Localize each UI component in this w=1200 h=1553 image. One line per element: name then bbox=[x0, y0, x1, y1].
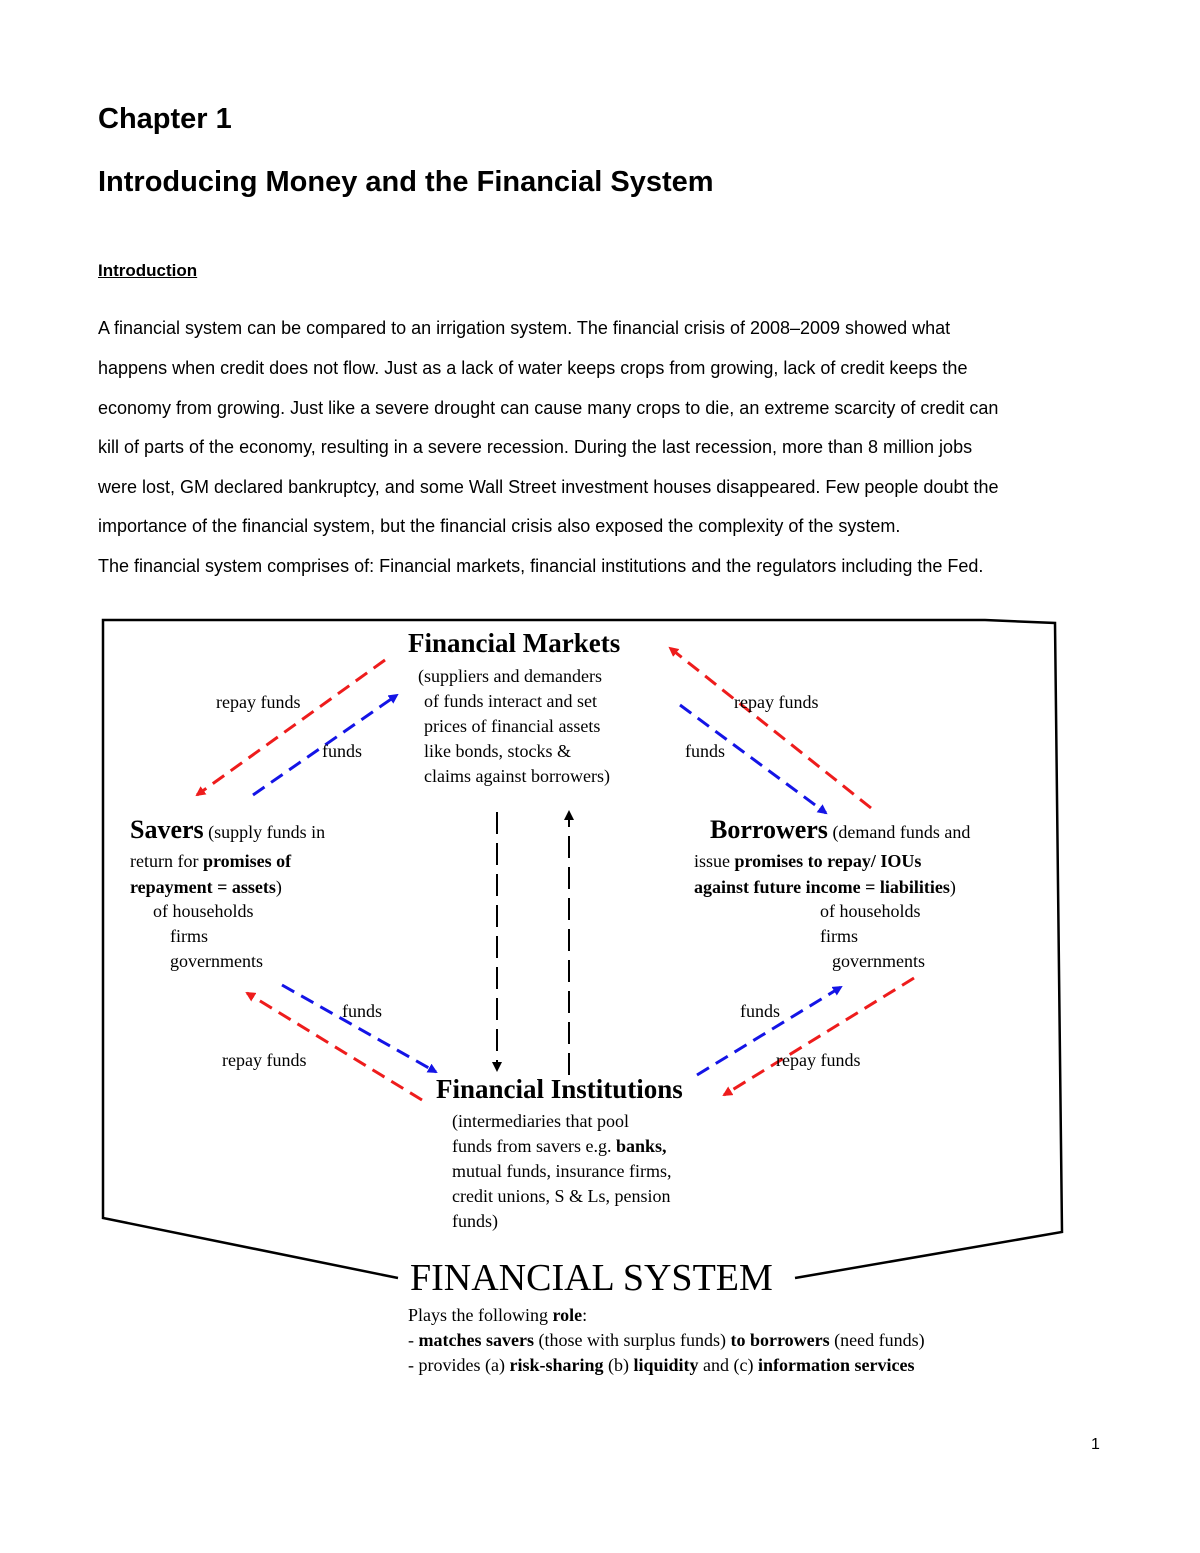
system-bold-text: information services bbox=[758, 1355, 915, 1375]
savers-of-households: of households bbox=[153, 901, 254, 921]
institutions-desc-line: mutual funds, insurance firms, bbox=[452, 1161, 672, 1181]
savers-firms: firms bbox=[170, 926, 208, 946]
savers-line2 bbox=[130, 851, 291, 872]
borrowers-block bbox=[710, 815, 970, 845]
system-bold-text: matches savers bbox=[418, 1330, 534, 1350]
system-bold-text: to borrowers bbox=[730, 1330, 830, 1350]
system-text: - provides (a) bbox=[408, 1355, 510, 1375]
institutions-desc-line bbox=[452, 1136, 667, 1157]
funds-label: funds bbox=[322, 741, 362, 761]
institutions-desc-line: credit unions, S & Ls, pension bbox=[452, 1186, 671, 1206]
borrowers-firms: firms bbox=[820, 926, 858, 946]
savers-block bbox=[130, 815, 325, 845]
paragraph-line: happens when credit does not flow. Just as a lack of water keeps crops from growing, lack of credit keeps the bbox=[98, 358, 968, 378]
funds-label: funds bbox=[342, 1001, 382, 1021]
borrowers-governments: governments bbox=[832, 951, 925, 971]
system-text: Plays the following bbox=[408, 1305, 553, 1325]
borrowers-line2 bbox=[694, 851, 921, 872]
paragraph-line: The financial system comprises of: Financial markets, financial institutions and the regulators including the Fed. bbox=[98, 556, 984, 576]
funds-label: funds bbox=[685, 741, 725, 761]
repay-arrow-institutions-savers bbox=[247, 993, 422, 1100]
repay-funds-label: repay funds bbox=[776, 1050, 861, 1070]
borrowers-bold-text: promises to repay/ IOUs bbox=[734, 851, 922, 871]
borrowers-title: Borrowers bbox=[710, 815, 828, 844]
system-text: : bbox=[582, 1305, 588, 1325]
repay-arrow-borrowers-markets bbox=[670, 648, 871, 808]
paragraph-line: kill of parts of the economy, resulting in a severe recession. During the last recession, more than 8 million jobs bbox=[98, 437, 973, 457]
financial-markets-title: Financial Markets bbox=[408, 628, 621, 658]
markets-desc-line: like bonds, stocks & bbox=[424, 741, 571, 761]
chapter-title: Introducing Money and the Financial System bbox=[98, 166, 714, 198]
repay-funds-label: repay funds bbox=[222, 1050, 307, 1070]
financial-institutions-title: Financial Institutions bbox=[436, 1074, 683, 1104]
paragraph-line: economy from growing. Just like a severe drought can cause many crops to die, an extreme scarcity of credit can bbox=[98, 398, 999, 418]
repay-funds-label: repay funds bbox=[216, 692, 301, 712]
savers-text: ) bbox=[275, 877, 282, 897]
system-text: (b) bbox=[603, 1355, 634, 1375]
system-bullet-1 bbox=[408, 1330, 925, 1351]
paragraph-line: importance of the financial system, but the financial crisis also exposed the complexity of the system. bbox=[98, 516, 901, 536]
borrowers-text: issue bbox=[694, 851, 735, 871]
institutions-bold-text: banks, bbox=[615, 1136, 667, 1156]
system-bold-text: role bbox=[552, 1305, 583, 1325]
savers-title: Savers bbox=[130, 815, 204, 844]
borrowers-desc: (demand funds and bbox=[832, 822, 971, 842]
repay-funds-label: repay funds bbox=[734, 692, 819, 712]
paragraph-line: were lost, GM declared bankruptcy, and some Wall Street investment houses disappeared. Few people doubt the bbox=[98, 477, 999, 497]
borrowers-line3 bbox=[694, 877, 956, 898]
savers-governments: governments bbox=[170, 951, 263, 971]
chapter-heading: Chapter 1 bbox=[98, 103, 232, 135]
system-bold-text: liquidity bbox=[633, 1355, 699, 1375]
markets-desc-line: (suppliers and demanders bbox=[418, 666, 602, 686]
system-text: - bbox=[408, 1330, 419, 1350]
system-bullet-2 bbox=[408, 1355, 914, 1376]
savers-desc: (supply funds in bbox=[208, 822, 326, 842]
repay-arrow-borrowers-institutions bbox=[724, 978, 914, 1095]
markets-desc-line: prices of financial assets bbox=[424, 716, 601, 736]
markets-desc-line: of funds interact and set bbox=[424, 691, 597, 711]
system-text: (need funds) bbox=[829, 1330, 925, 1350]
financial-system-title: FINANCIAL SYSTEM bbox=[410, 1257, 773, 1299]
savers-bold-text: promises of bbox=[202, 851, 292, 871]
paragraph-line: A financial system can be compared to an irrigation system. The financial crisis of 2008–2009 showed what bbox=[98, 318, 951, 338]
markets-desc-line: claims against borrowers) bbox=[424, 766, 610, 786]
savers-text: return for bbox=[130, 851, 203, 871]
section-heading: Introduction bbox=[98, 261, 198, 280]
page-number: 1 bbox=[1091, 1436, 1100, 1453]
institutions-desc-line: (intermediaries that pool bbox=[452, 1111, 629, 1131]
system-text: and (c) bbox=[698, 1355, 758, 1375]
borrowers-text: ) bbox=[949, 877, 956, 897]
system-text: (those with surplus funds) bbox=[533, 1330, 731, 1350]
savers-bold-text: repayment = assets bbox=[130, 877, 276, 897]
repay-arrow-savers-markets bbox=[197, 660, 385, 795]
institutions-text: funds from savers e.g. bbox=[452, 1136, 616, 1156]
system-bold-text: risk-sharing bbox=[509, 1355, 604, 1375]
institutions-desc-line: funds) bbox=[452, 1211, 498, 1231]
funds-label: funds bbox=[740, 1001, 780, 1021]
savers-line3 bbox=[130, 877, 282, 898]
borrowers-bold-text: against future income = liabilities bbox=[694, 877, 950, 897]
system-role-line bbox=[408, 1305, 587, 1326]
borrowers-of-households: of households bbox=[820, 901, 921, 921]
